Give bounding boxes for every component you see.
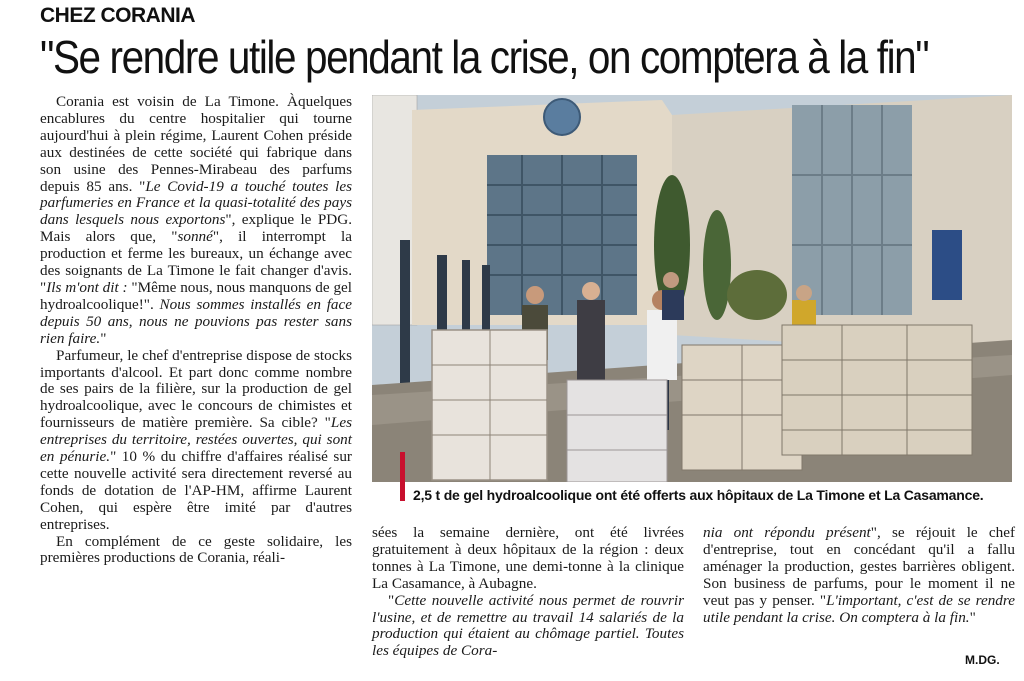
text-span: "Même nous, nous manquons de gel hydroalcoolique!". bbox=[40, 278, 352, 313]
photo-caption: 2,5 t de gel hydroalcoolique ont été offerts aux hôpitaux de La Timone et La Casamance. bbox=[413, 487, 984, 503]
text-span: Parfumeur, le chef d'entreprise dispose de stocks importants d'alcool. Et part donc comme nombre de ses pairs de la filière, sur la production de gel hydroalcoolique, avec le concours de chimistes et fournisseurs de matière première. Sa cible? " bbox=[40, 346, 352, 432]
text-span: " bbox=[388, 591, 395, 609]
kicker: CHEZ CORANIA bbox=[40, 4, 195, 27]
paragraph-3: En complément de ce geste solidaire, les premières productions de Corania, réali- bbox=[40, 532, 352, 567]
news-photo bbox=[372, 95, 1012, 482]
quote-span: Ils m'ont dit : bbox=[46, 278, 128, 296]
text-span: " 10 % du chiffre d'affaires réalisé sur cette nouvelle activité sera directement reversé au fonds de dotation de l'AP-HM, affirme Laurent Cohen, qui espère être imité par d'autres entreprises. bbox=[40, 448, 352, 533]
quote-span: L'important, c'est de se rendre utile pendant la crise. On comptera à la fin. bbox=[703, 591, 1015, 626]
article-column-2 bbox=[372, 525, 684, 660]
caption-accent-bar bbox=[400, 452, 405, 501]
paragraph-5 bbox=[372, 593, 684, 661]
text-span: ", se réjouit le chef d'entreprise, tout en concédant qu'il a fallu aménager la production, gestes barrières obligent. Son business de parfums, pour le moment il ne veut pas y penser. " bbox=[703, 524, 1015, 609]
quote-span: Le Covid-19 a touché toutes les parfumeries en France et la quasi-totalité des pays dans lesquels nous exportons bbox=[40, 177, 352, 229]
author-signature: M.DG. bbox=[965, 653, 1000, 667]
article-column-1 bbox=[40, 94, 352, 567]
text-span: ", explique le PDG. Mais alors que, " bbox=[40, 211, 352, 246]
text-span: " bbox=[969, 608, 976, 626]
paragraph-4: sées la semaine dernière, ont été livrées gratuitement à deux hôpitaux de la région : deux tonnes à La Timone, une demi-tonne à la clinique La Casamance, à Aubagne. bbox=[372, 524, 684, 592]
text-span: Corania est voisin de La Timone. Àquelques encablures du centre hospitalier qui tourne aujourd'hui à plein régime, Laurent Cohen préside aux destinées de cette société qui fabrique dans son usine des Pennes-Mirabeau des parfums depuis 85 ans. " bbox=[40, 93, 352, 195]
paragraph-2 bbox=[40, 348, 352, 534]
text-span: ", il interrompt la production et ferme les bureaux, un échange avec des soignants de La Timone le fait changer d'avis. " bbox=[40, 228, 352, 296]
quote-span: Les entreprises du territoire, restées ouvertes, qui sont en pénurie. bbox=[40, 414, 352, 466]
quote-span: nia ont répondu présent bbox=[703, 524, 871, 541]
photo-illustration bbox=[372, 95, 1012, 482]
paragraph-1 bbox=[40, 94, 352, 348]
quote-span: Cette nouvelle activité nous permet de rouvrir l'usine, et de remettre au travail 14 salariés de la production qui étaient au chômage partiel. Toutes les équipes de Cora- bbox=[372, 591, 684, 660]
paragraph-6 bbox=[703, 525, 1015, 626]
article-column-3 bbox=[703, 525, 1015, 626]
quote-span: Nous sommes installés en face depuis 50 ans, nous ne pouvions pas rester sans rien faire. bbox=[40, 295, 352, 347]
quote-span: sonné bbox=[177, 228, 213, 246]
headline: "Se rendre utile pendant la crise, on comptera à la fin" bbox=[40, 31, 929, 83]
text-span: " bbox=[100, 329, 107, 347]
